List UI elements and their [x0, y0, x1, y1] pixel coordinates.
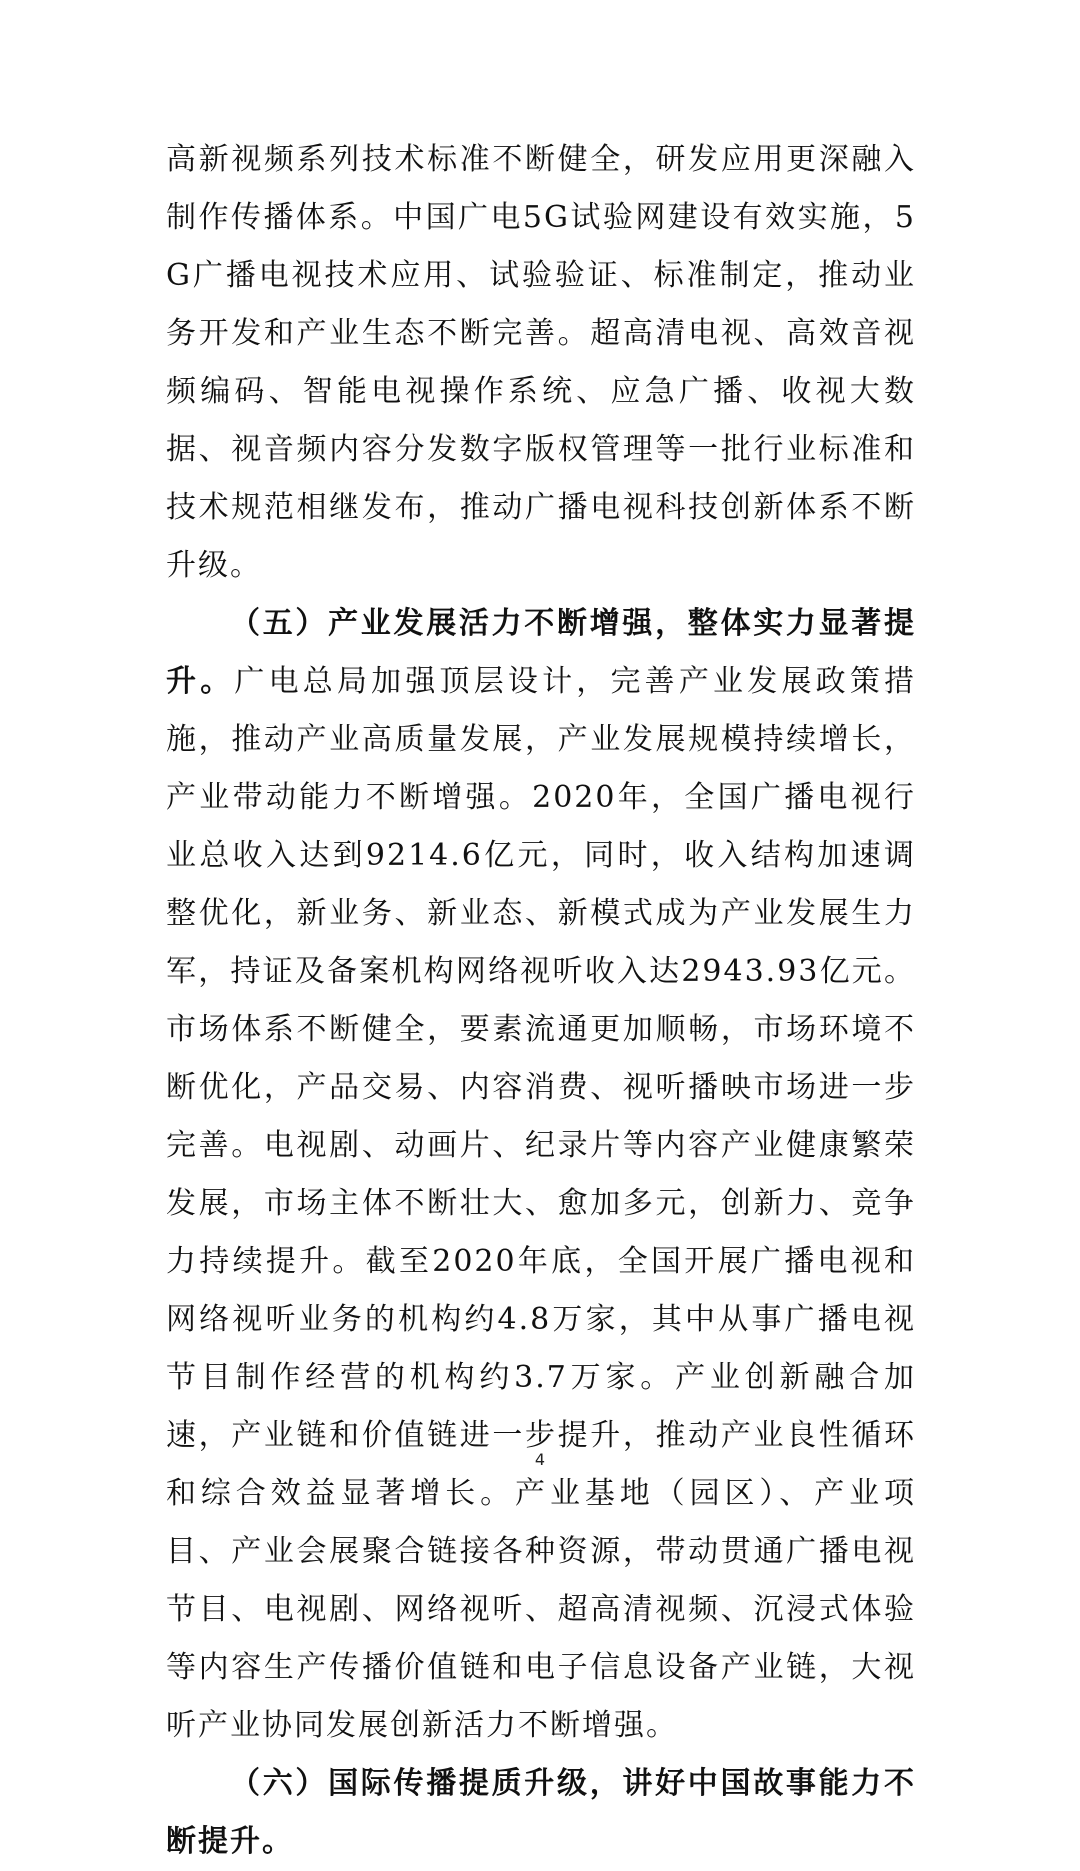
document-body	[166, 131, 916, 1871]
section-heading-six: （六）国际传播提质升级，讲好中国故事能力不断提升。	[166, 1766, 916, 1859]
paragraph-standards	[166, 131, 916, 595]
paragraph-text: 广电总局加强顶层设计，完善产业发展政策措施，推动产业高质量发展，产业发展规模持续增长，产业带动能力不断增强。2020年，全国广播电视行业总收入达到9214.6亿元，同时，收入结构加速调整优化，新业务、新业态、新模式成为产业发展生力军，持证及备案机构网络视听收入达2943.93亿元。市场体系不断健全，要素流通更加顺畅，市场环境不断优化，产品交易、内容消费、视听播映市场进一步完善。电视剧、动画片、纪录片等内容产业健康繁荣发展，市场主体不断壮大、愈加多元，创新力、竞争力持续提升。截至2020年底，全国开展广播电视和网络视听业务的机构约4.8万家，其中从事广播电视节目制作经营的机构约3.7万家。产业创新融合加速，产业链和价值链进一步提升，推动产业良性循环和综合效益显著增长。产业基地（园区）、产业项目、产业会展聚合链接各种资源，带动贯通广播电视节目、电视剧、网络视听、超高清视频、沉浸式体验等内容生产传播价值链和电子信息设备产业链，大视听产业协同发展创新活力不断增强。	[166, 664, 917, 1743]
paragraph-text: 高新视频系列技术标准不断健全，研发应用更深融入制作传播体系。中国广电5G试验网建设有效实施，5G广播电视技术应用、试验验证、标准制定，推动业务开发和产业生态不断完善。超高清电视、高效音视频编码、智能电视操作系统、应急广播、收视大数据、视音频内容分发数字版权管理等一批行业标准和技术规范相继发布，推动广播电视科技创新体系不断升级。	[166, 142, 916, 583]
paragraph-industry-development	[166, 595, 916, 1755]
paragraph-international-communication	[166, 1755, 916, 1871]
page-number: 4	[534, 1450, 546, 1469]
section-heading-five: （五）产业发展活力不断增强，整体实力显著提升。	[166, 606, 916, 699]
